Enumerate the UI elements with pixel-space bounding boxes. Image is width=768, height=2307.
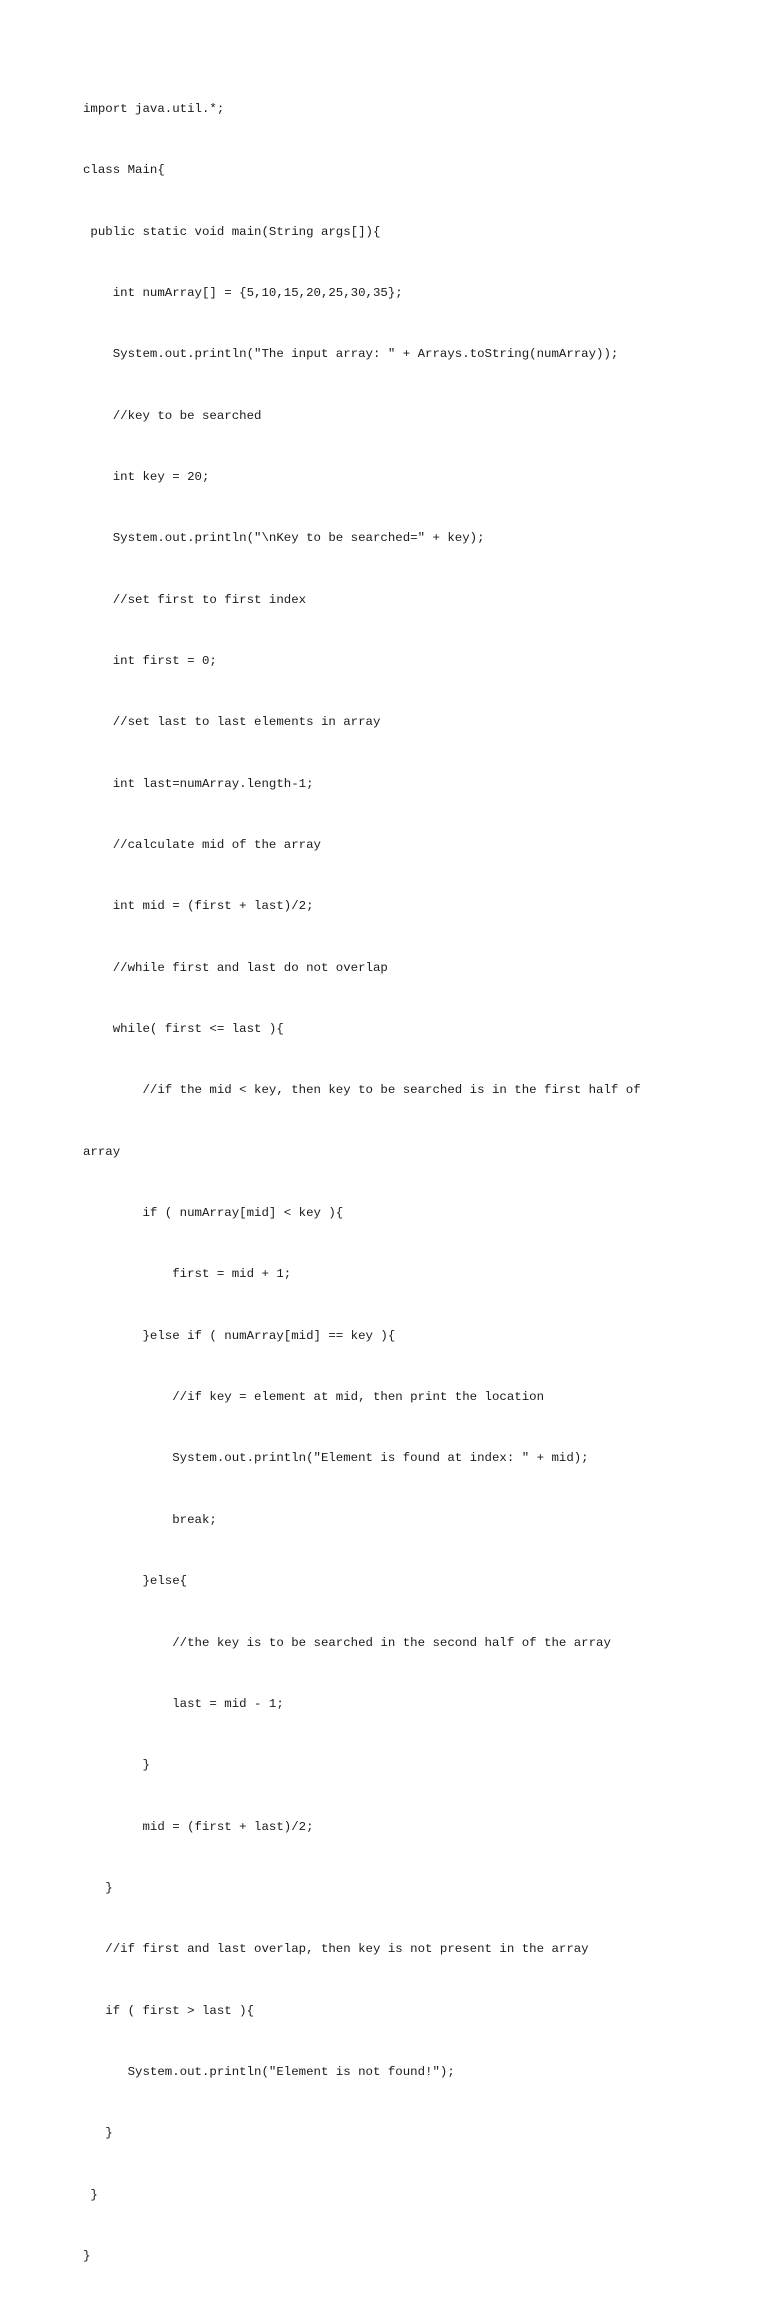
code-block [83,58,723,2307]
code-line: int numArray[] = {5,10,15,20,25,30,35}; [83,285,403,300]
code-line: //if first and last overlap, then key is not present in the array [83,1942,589,1957]
code-line: }else if ( numArray[mid] == key ){ [83,1328,396,1343]
code-line: }else{ [83,1574,188,1589]
code-line: class Main{ [83,163,165,178]
code-line: int mid = (first + last)/2; [83,899,314,914]
code-line: } [83,2126,113,2141]
code-line: //set last to last elements in array [83,715,381,730]
code-line: while( first <= last ){ [83,1022,284,1037]
code-line: //calculate mid of the array [83,838,321,853]
code-line: int first = 0; [83,654,217,668]
code-line: import java.util.*; [83,101,225,116]
code-line: int key = 20; [83,469,210,484]
code-line: System.out.println("Element is not found!"); [83,2064,455,2079]
code-line: } [83,1758,150,1773]
code-line: System.out.println("Element is found at index: " + mid); [83,1451,589,1466]
code-line: //if key = element at mid, then print the location [83,1390,545,1405]
code-line: mid = (first + last)/2; [83,1819,314,1834]
code-line: //while first and last do not overlap [83,960,388,975]
code-line: int last=numArray.length-1; [83,776,314,791]
code-line: System.out.println("The input array: " + Arrays.toString(numArray)); [83,347,619,362]
code-line: } [83,2187,98,2202]
code-line: //the key is to be searched in the second half of the array [83,1635,611,1650]
code-line: if ( numArray[mid] < key ){ [83,1206,344,1221]
code-line: System.out.println("\nKey to be searched=" + key); [83,531,485,546]
code-line: //set first to first index [83,592,307,607]
code-line: } [83,1880,113,1895]
code-line: first = mid + 1; [83,1267,292,1282]
code-line: break; [83,1512,217,1527]
code-line: last = mid - 1; [83,1696,284,1711]
code-line: } [83,2248,91,2263]
code-line: public static void main(String args[]){ [83,224,381,239]
code-line: //key to be searched [83,408,262,423]
code-line: if ( first > last ){ [83,2003,255,2018]
code-line: array [83,1144,121,1159]
code-line: //if the mid < key, then key to be searched is in the first half of [83,1083,641,1098]
